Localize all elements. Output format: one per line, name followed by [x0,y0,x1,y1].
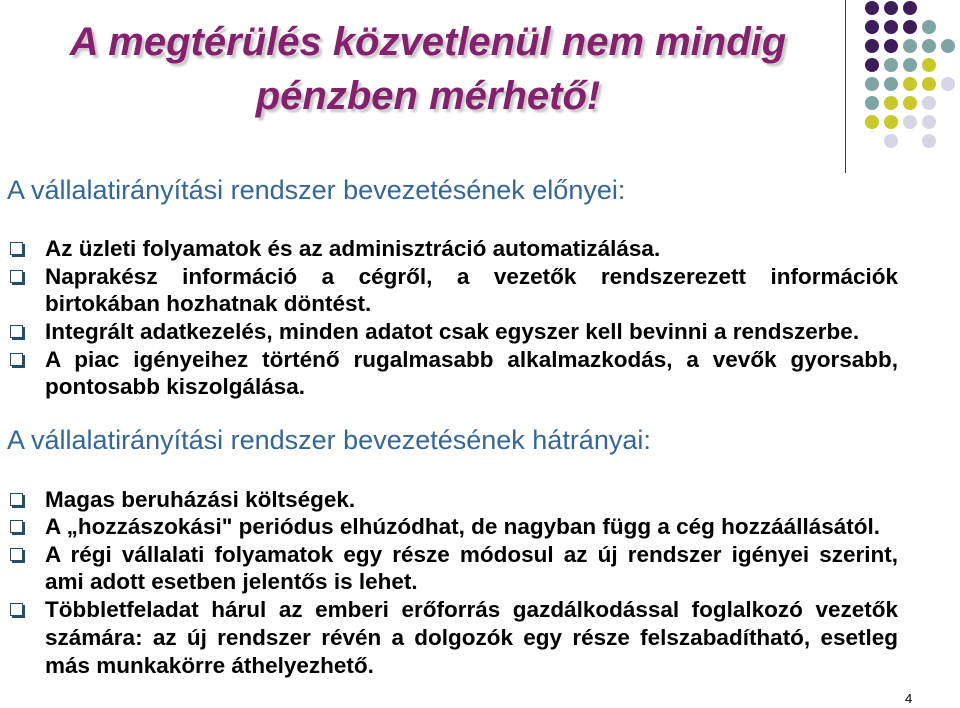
decorative-dot [884,115,898,129]
bullet-line: birtokában hozhatnak döntést. [45,291,372,316]
decorative-dot [865,96,879,110]
decorative-dot [884,39,898,53]
disadvantage-item [45,513,898,540]
bullet-line: Magas beruházási költségek. [45,487,356,512]
advantage-item [45,263,898,317]
decorative-dot [922,39,936,53]
checkbox-square-icon [10,353,23,366]
bullet-line: Naprakész információ a cégről, a vezetők rendszerezett információk [45,264,898,289]
disadvantage-item [45,541,898,595]
decorative-dot [903,115,917,129]
decorative-dot [922,58,936,72]
bullet-line: ami adott esetben jelentős is lehet. [45,569,418,594]
disadvantage-item [45,596,898,680]
checkbox-square-icon [10,325,23,338]
bullet-line: Integrált adatkezelés, minden adatot csak egyszer kell bevinni a rendszerbe. [45,319,860,344]
dot-grid-decoration [855,0,960,156]
advantages-heading: A vállalatirányítási rendszer bevezetésének előnyei: [7,175,626,205]
disadvantages-heading: A vállalatirányítási rendszer bevezetésének hátrányai: [7,425,651,455]
bullet-line: pontosabb kiszolgálása. [45,374,306,399]
advantage-item [45,346,898,400]
checkbox-square-icon [10,493,23,506]
advantage-item [45,235,898,262]
decorative-dot [922,77,936,91]
checkbox-square-icon [10,603,23,616]
checkbox-square-icon [10,242,23,255]
decorative-dot [865,39,879,53]
decorative-dot [922,134,936,148]
advantage-item [45,318,898,345]
decorative-dot [884,134,898,148]
bullet-line: Többletfeladat hárul az emberi erőforrás gazdálkodással foglalkozó vezetők [45,597,898,622]
decorative-dot [884,77,898,91]
bullet-line: A „hozzászokási" periódus elhúzódhat, de nagyban függ a cég hozzáállásától. [45,514,880,539]
decorative-dot [865,1,879,15]
decorative-dot [941,77,955,91]
decorative-dot [884,58,898,72]
bullet-line: A régi vállalati folyamatok egy része módosul az új rendszer igényei szerint, [45,542,898,567]
bullet-line: számára: az új rendszer révén a dolgozók egy része felszabadítható, esetleg [45,625,898,650]
decorative-dot [865,115,879,129]
decorative-dot [884,1,898,15]
decorative-dot [903,39,917,53]
decorative-dot [922,20,936,34]
decorative-dot [865,77,879,91]
decorative-dot [903,1,917,15]
decorative-dot [865,58,879,72]
checkbox-square-icon [10,270,23,283]
decorative-dot [884,20,898,34]
decorative-dot [922,115,936,129]
bullet-line: Az üzleti folyamatok és az adminisztráció automatizálása. [45,236,661,261]
decorative-divider [845,0,846,173]
checkbox-square-icon [10,520,23,533]
decorative-dot [903,77,917,91]
slide-title [0,15,856,123]
decorative-dot [903,96,917,110]
decorative-dot [884,96,898,110]
decorative-dot [903,20,917,34]
bullet-line: A piac igényeihez történő rugalmasabb alkalmazkodás, a vevők gyorsabb, [45,347,898,372]
bullet-line: más munkakörre áthelyezhető. [45,653,374,678]
slide-title-line: pénzben mérhető! [255,74,601,118]
decorative-dot [865,20,879,34]
decorative-dot [922,96,936,110]
page-number: 4 [905,691,913,706]
slide-title-line: A megtérülés közvetlenül nem mindig [69,20,787,64]
decorative-dot [941,39,955,53]
checkbox-square-icon [10,548,23,561]
decorative-dot [903,58,917,72]
disadvantage-item [45,486,898,513]
